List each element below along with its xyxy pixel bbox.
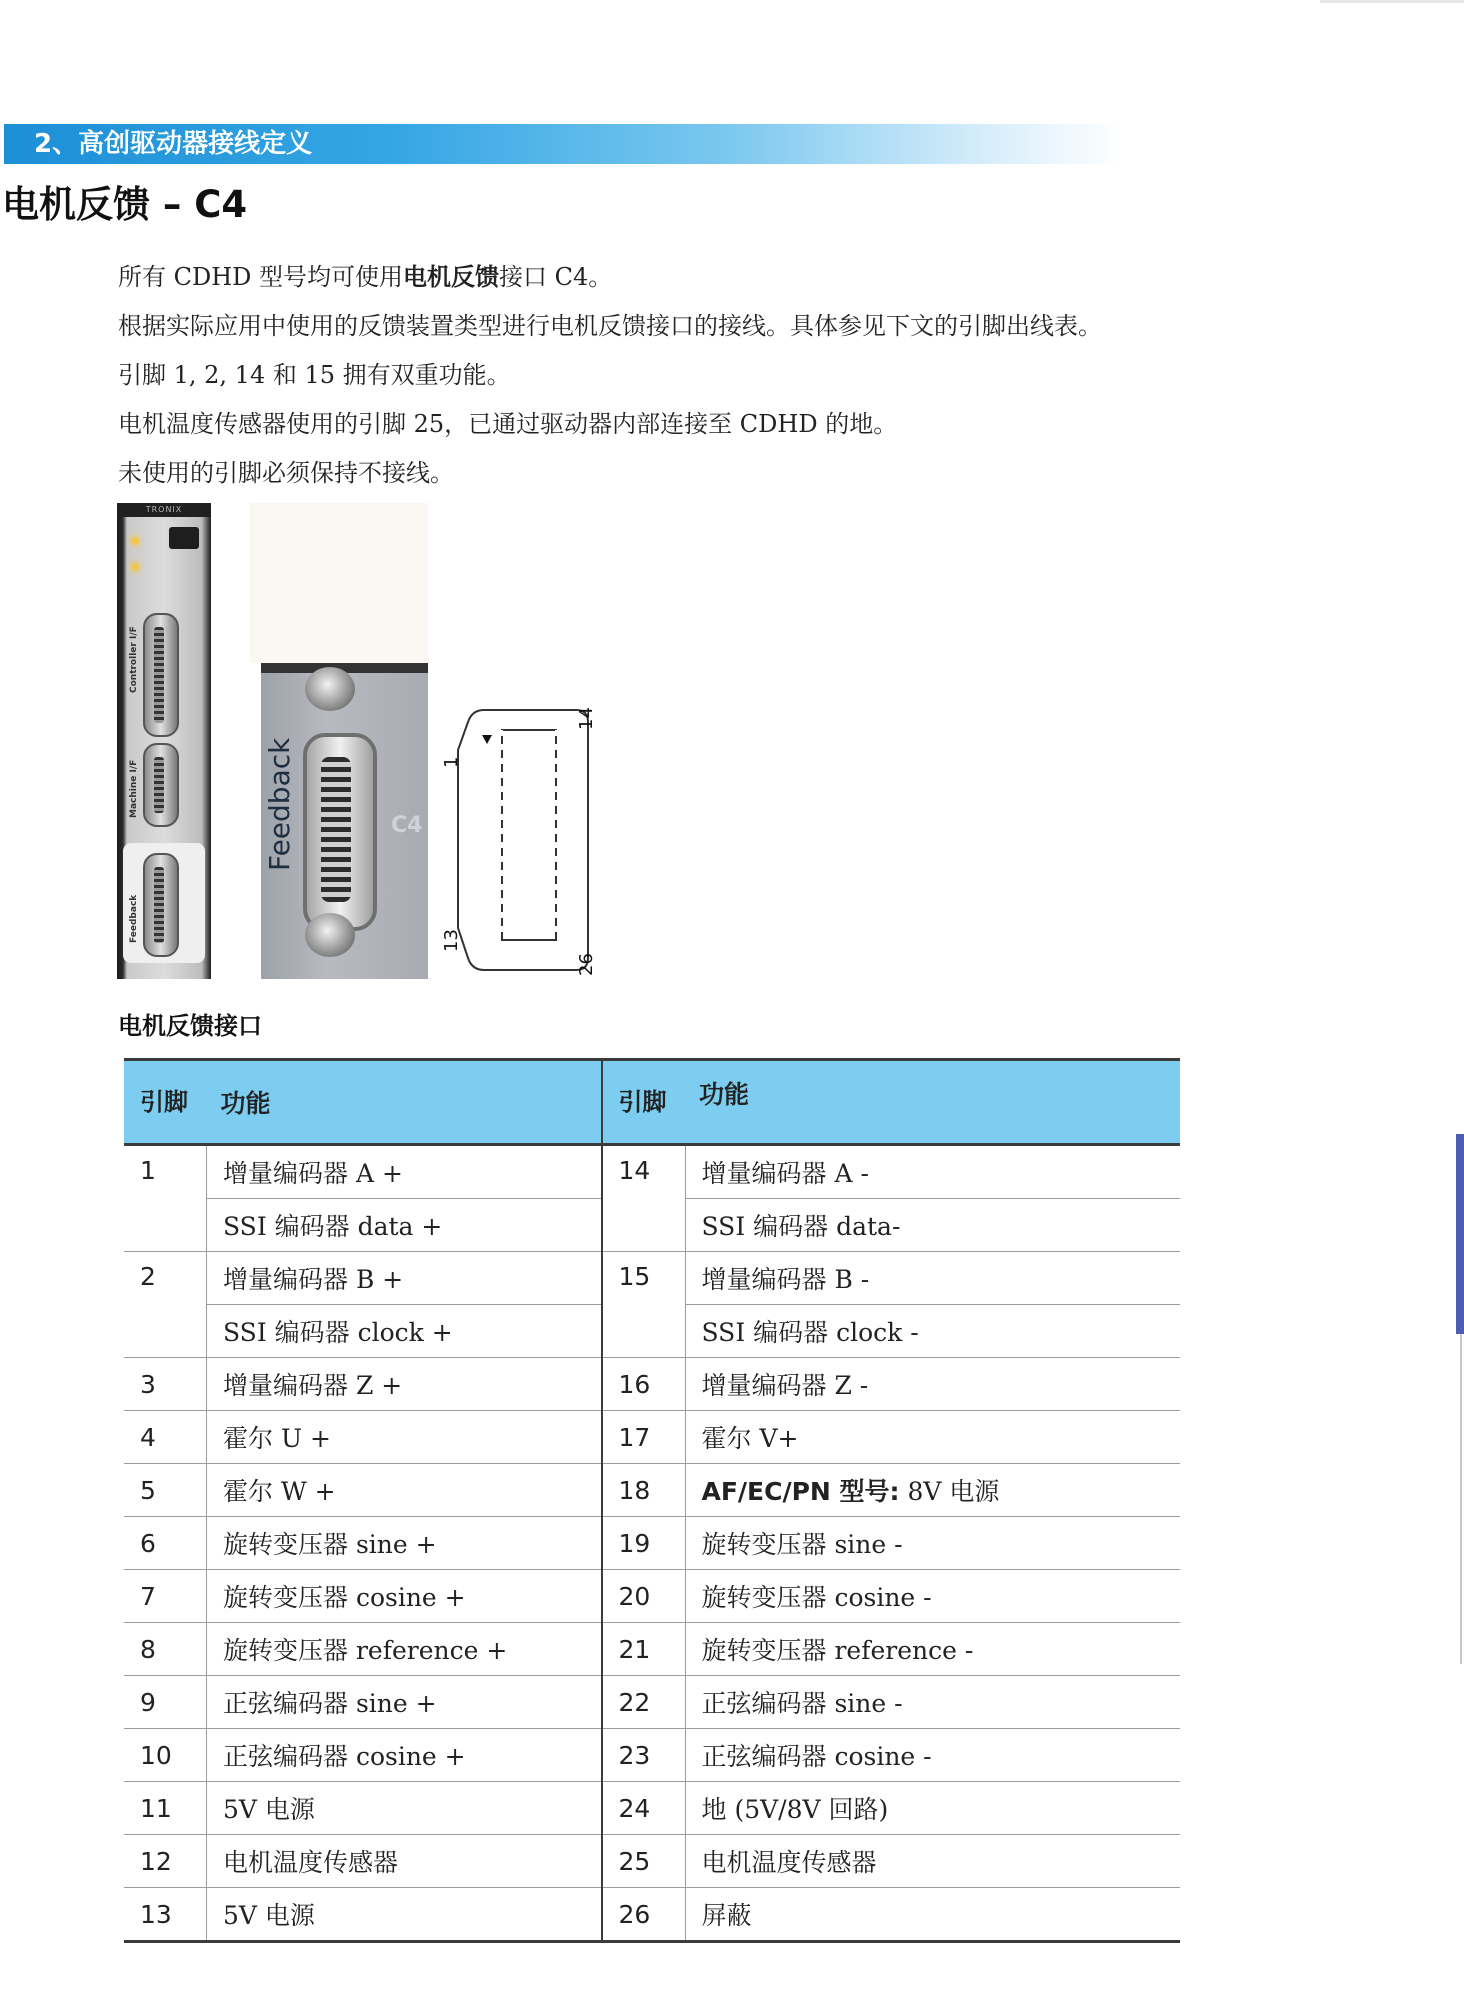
pin-function: 电机温度传感器	[685, 1835, 1180, 1888]
pin-function: 增量编码器 A -	[685, 1145, 1180, 1199]
pin-number: 18	[602, 1464, 686, 1517]
pin-function: 屏蔽	[685, 1888, 1180, 1942]
dsub-connector	[303, 733, 377, 931]
pin-label-1: 1	[441, 756, 462, 768]
pin-function: 旋转变压器 sine -	[685, 1517, 1180, 1570]
header-function-right: 功能	[685, 1060, 1180, 1145]
feedback-label: Feedback	[129, 894, 139, 943]
pin-number: 8	[124, 1623, 207, 1676]
pin-number: 17	[602, 1411, 686, 1464]
machine-connector	[143, 743, 179, 827]
intro-paragraphs	[118, 257, 1418, 502]
pin-number: 24	[602, 1782, 686, 1835]
pin-function: SSI 编码器 clock +	[207, 1305, 602, 1358]
pin-function: 旋转变压器 cosine +	[207, 1570, 602, 1623]
section-banner-title: 2、高创驱动器接线定义	[34, 129, 313, 159]
pin-number: 25	[602, 1835, 686, 1888]
table-row	[124, 1517, 1180, 1570]
table-row	[124, 1570, 1180, 1623]
pin-number: 6	[124, 1517, 207, 1570]
intro-line-5: 未使用的引脚必须保持不接线。	[118, 459, 454, 487]
intro-line-1: 所有 CDHD 型号均可使用电机反馈接口 C4。	[118, 263, 613, 291]
header-pin-right: 引脚	[602, 1060, 686, 1145]
pin-function: 5V 电源	[207, 1888, 602, 1942]
pin-function: SSI 编码器 data-	[685, 1199, 1180, 1252]
header-pin-left: 引脚	[124, 1060, 207, 1145]
pinout-table	[124, 1058, 1180, 1943]
pin-number: 1	[124, 1145, 207, 1252]
pin-function: 正弦编码器 cosine -	[685, 1729, 1180, 1782]
intro-line-4: 电机温度传感器使用的引脚 25，已通过驱动器内部连接至 CDHD 的地。	[118, 410, 898, 438]
pin-number: 4	[124, 1411, 207, 1464]
table-caption: 电机反馈接口	[118, 1012, 262, 1040]
pin-label-26: 26	[576, 953, 597, 976]
pin-function: 增量编码器 Z +	[207, 1358, 602, 1411]
pin-number: 13	[124, 1888, 207, 1942]
controller-if-label: Controller I/F	[129, 626, 139, 693]
pin1-marker-icon	[482, 735, 492, 744]
pin-function: 旋转变压器 cosine -	[685, 1570, 1180, 1623]
table-row	[124, 1411, 1180, 1464]
pin-number: 5	[124, 1464, 207, 1517]
pin-function: 旋转变压器 reference +	[207, 1623, 602, 1676]
pin-function: 地 (5V/8V 回路)	[685, 1782, 1180, 1835]
drive-logo	[169, 527, 199, 549]
pin-function: 增量编码器 Z -	[685, 1358, 1180, 1411]
pin-function: 旋转变压器 reference -	[685, 1623, 1180, 1676]
page-edge-tab	[1456, 1134, 1464, 1334]
pin-number: 14	[602, 1145, 686, 1252]
pin-function: 正弦编码器 cosine +	[207, 1729, 602, 1782]
connector-screw-top	[305, 667, 355, 711]
table-row	[124, 1145, 1180, 1199]
pin-function: SSI 编码器 clock -	[685, 1305, 1180, 1358]
table-row	[124, 1676, 1180, 1729]
pin-function: SSI 编码器 data +	[207, 1199, 602, 1252]
table-row	[124, 1888, 1180, 1942]
feedback-connector	[143, 853, 179, 957]
pin-function	[685, 1464, 1180, 1517]
table-row	[124, 1729, 1180, 1782]
photo-background	[250, 503, 428, 663]
pin-number: 16	[602, 1358, 686, 1411]
connector-screw-bottom	[305, 913, 355, 957]
connector-c4-label: C4	[391, 813, 423, 838]
pin-field	[502, 730, 556, 940]
table-row	[124, 1464, 1180, 1517]
machine-if-label: Machine I/F	[129, 759, 139, 818]
intro-line-3: 引脚 1, 2, 14 和 15 拥有双重功能。	[118, 361, 511, 389]
pin-label-13: 13	[441, 929, 462, 952]
closeup-feedback-label: Feedback	[263, 737, 296, 871]
pin-function: 霍尔 W +	[207, 1464, 602, 1517]
connector-closeup-photo	[261, 663, 428, 979]
table-row	[124, 1358, 1180, 1411]
pin-function: 正弦编码器 sine +	[207, 1676, 602, 1729]
pin-function: 正弦编码器 sine -	[685, 1676, 1180, 1729]
pin-number: 2	[124, 1252, 207, 1358]
connector-outline	[458, 710, 588, 970]
pin-number: 11	[124, 1782, 207, 1835]
pin-number: 21	[602, 1623, 686, 1676]
pin-label-14: 14	[576, 707, 597, 730]
pin-number: 20	[602, 1570, 686, 1623]
pin-function-bold: AF/EC/PN 型号:	[701, 1477, 900, 1506]
pin-number: 22	[602, 1676, 686, 1729]
page-edge-line	[1460, 1334, 1462, 1664]
table-header-row	[124, 1060, 1180, 1145]
pin-function: 增量编码器 B +	[207, 1252, 602, 1305]
page-top-mark	[1320, 0, 1464, 3]
drive-front-photo	[117, 503, 211, 979]
pin-layout-diagram	[430, 690, 610, 990]
table-row	[124, 1782, 1180, 1835]
pin-function: 5V 电源	[207, 1782, 602, 1835]
status-led-icon	[131, 537, 139, 545]
pin-number: 23	[602, 1729, 686, 1782]
intro-line-2: 根据实际应用中使用的反馈装置类型进行电机反馈接口的接线。具体参见下文的引脚出线表。	[118, 312, 1102, 340]
pin-number: 19	[602, 1517, 686, 1570]
pin-number: 3	[124, 1358, 207, 1411]
header-function-left: 功能	[207, 1060, 602, 1145]
table-row	[124, 1623, 1180, 1676]
pin-function: 霍尔 V+	[685, 1411, 1180, 1464]
pin-function-text: 8V 电源	[899, 1477, 1000, 1506]
table-row	[124, 1835, 1180, 1888]
pin-number: 12	[124, 1835, 207, 1888]
drive-brand-label: TRONIX	[117, 503, 211, 517]
page-title: 电机反馈 – C4	[2, 183, 248, 226]
pin-number: 9	[124, 1676, 207, 1729]
pin-number: 10	[124, 1729, 207, 1782]
pin-function: 旋转变压器 sine +	[207, 1517, 602, 1570]
pin-function: 增量编码器 B -	[685, 1252, 1180, 1305]
pin-function: 霍尔 U +	[207, 1411, 602, 1464]
pin-function: 电机温度传感器	[207, 1835, 602, 1888]
table-row	[124, 1252, 1180, 1305]
section-banner	[4, 124, 1124, 164]
pin-number: 7	[124, 1570, 207, 1623]
pin-function: 增量编码器 A +	[207, 1145, 602, 1199]
pin-number: 15	[602, 1252, 686, 1358]
status-led-icon	[131, 563, 139, 571]
controller-connector	[143, 613, 179, 737]
pin-number: 26	[602, 1888, 686, 1942]
